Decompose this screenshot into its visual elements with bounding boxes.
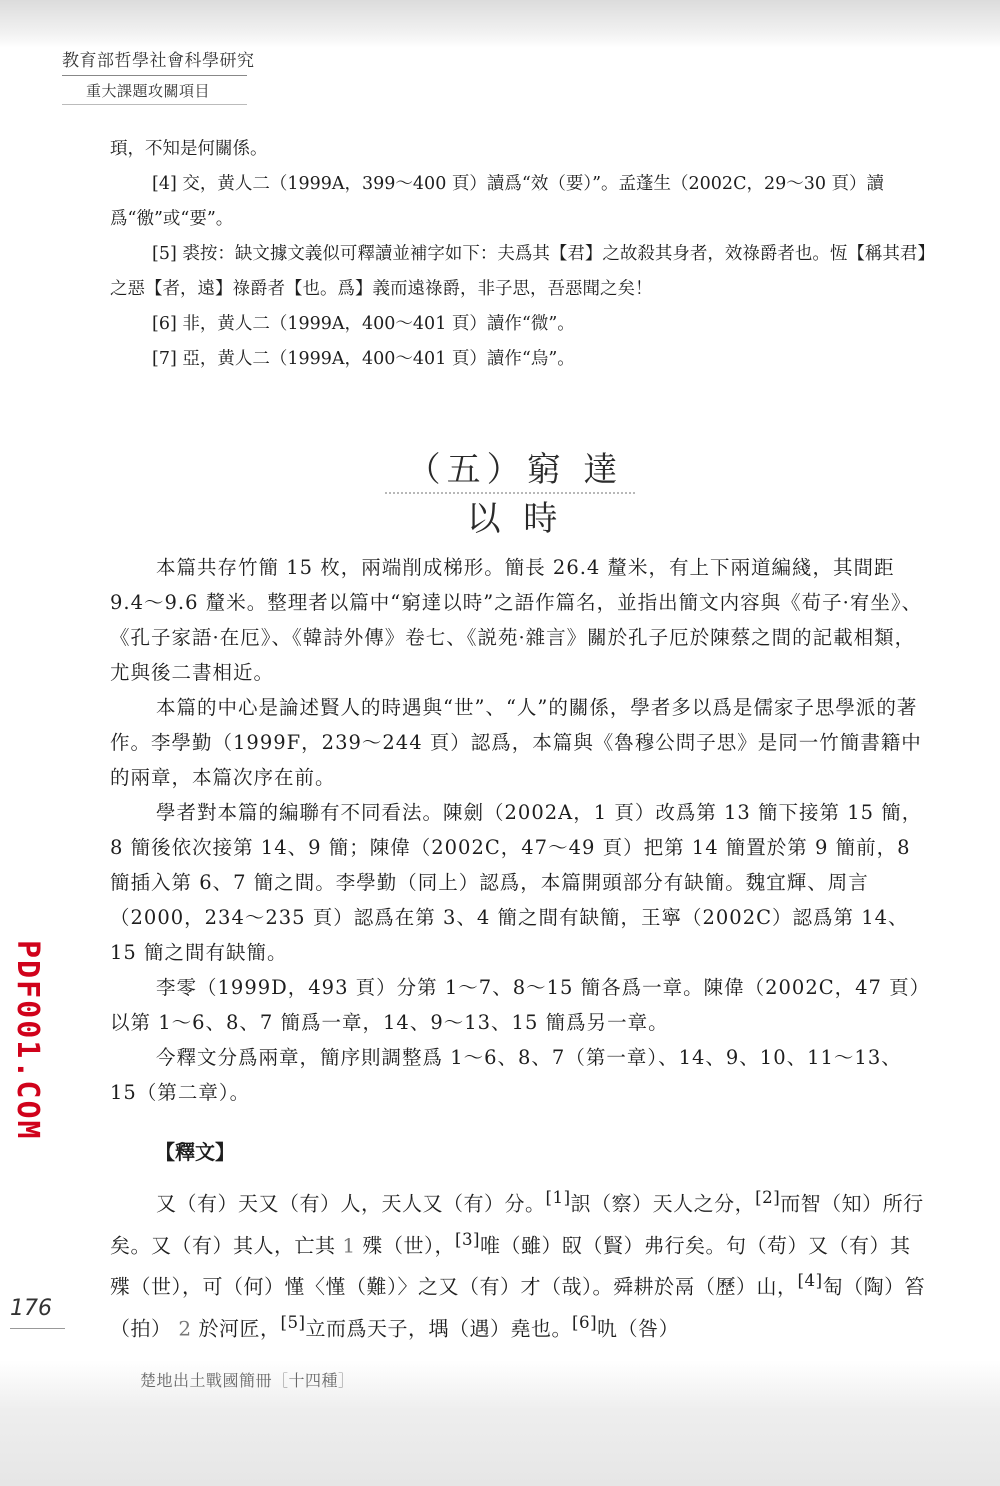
slip-number: 2 (178, 1316, 192, 1341)
footer-bracket: ［ (272, 1371, 289, 1390)
intro-body (110, 550, 925, 1110)
note-marker: [6] (572, 1312, 598, 1332)
transcription-heading: 【釋文】 (155, 1140, 235, 1164)
note-5: [5] 裘按：缺文據文義似可釋讀並補字如下：夫爲其【君】之故殺其身者，效祿爵者也。恆【稱其君】之惡【者，遠】祿爵者【也。爲】義而遠祿爵，非子思，吾惡聞之矣！ (110, 244, 927, 299)
header-line-2: 重大課題攻關項目 (86, 82, 211, 100)
header-line-1: 教育部哲學社會科學研究 (62, 51, 255, 71)
section-title: （五）窮 達 以 時 (406, 450, 624, 539)
footer-subtitle: 十四種 (288, 1371, 339, 1390)
running-footer (140, 1368, 355, 1391)
note-continuation: 頊，不知是何關係。 (110, 139, 268, 159)
text-run: 㕤（咎） (597, 1316, 680, 1341)
paragraph: 本篇的中心是論述賢人的時遇與“世”、“人”的關係，學者多以爲是儒家子思學派的著作。李學勤（1999F，239～244 頁）認爲，本篇與《魯穆公問子思》是同一竹簡書籍中的兩章，本篇次序在前。 (110, 696, 922, 789)
header-rule (62, 75, 247, 76)
footer-bracket: ］ (338, 1371, 355, 1390)
paragraph: 本篇共存竹簡 15 枚，兩端削成梯形。簡長 26.4 釐米，有上下兩道編綫，其間距 9.4～9.6 釐米。整理者以篇中“窮達以時”之語作篇名，並指出簡文内容與《荀子·宥坐》、《孔子家語·在厄》、《韓詩外傳》卷七、《説苑·雜言》關於孔子厄於陳蔡之間的記載相類，尤與後二書相近。 (110, 556, 923, 684)
paragraph: 學者對本篇的編聯有不同看法。陳劍（2002A，1 頁）改爲第 13 簡下接第 15 簡，8 簡後依次接第 14、9 簡；陳偉（2002C，47～49 頁）把第 14 簡置於第 9 簡前，8 簡插入第 6、7 簡之間。李學勤（同上）認爲，本篇開頭部分有缺簡。魏宜輝、周言（2000，234～235 頁）認爲在第 3、4 簡之間有缺簡，王寧（2002C）認爲第 14、15 簡之間有缺簡。 (110, 801, 923, 964)
text-run: 䛊（察）天人之分， (570, 1191, 756, 1216)
note-7: [7] 亞，黄人二（1999A，400～401 頁）讀作“烏”。 (152, 349, 575, 369)
footnotes-block (110, 132, 930, 377)
note-4: [4] 交，黄人二（1999A，399～400 頁）讀爲“效（要）”。孟蓬生（2002C，29～30 頁）讀爲“徼”或“要”。 (110, 174, 885, 229)
text-run: 而智（知）所行矣。又（有）其人，亡其 (110, 1191, 924, 1258)
transcription-paragraph (110, 1180, 930, 1347)
text-run: 匋（陶）笞（拍） (110, 1274, 926, 1341)
text-run: 立而爲天子，堣（遇）堯也。 (305, 1316, 573, 1341)
title-underline (385, 492, 635, 494)
header-rule-2 (62, 104, 247, 105)
paragraph: 李零（1999D，493 頁）分第 1～7、8～15 簡各爲一章。陳偉（2002C，47 頁）以第 1～6、8、7 簡爲一章，14、9～13、15 簡爲另一章。 (110, 976, 921, 1034)
footer-title: 楚地出土戰國簡冊 (140, 1371, 273, 1390)
note-marker: [5] (280, 1312, 306, 1332)
note-marker: [2] (755, 1188, 781, 1207)
text-run: 於河匠， (198, 1316, 281, 1341)
page-number-rule (10, 1328, 65, 1329)
note-marker: [3] (454, 1229, 481, 1249)
transcription-text (110, 1180, 930, 1347)
note-6: [6] 非，黄人二（1999A，400～401 頁）讀作“微”。 (152, 314, 575, 334)
watermark-text: PDF001.COM (10, 940, 45, 1141)
paragraph: 今釋文分爲兩章，簡序則調整爲 1～6、8、7（第一章）、14、9、10、11～13、15（第二章）。 (110, 1046, 902, 1104)
page-number: 176 (10, 1296, 52, 1321)
top-shadow-band (0, 0, 1000, 48)
text-run: 唯（雖）臤（賢）弗行矣。句（苟）又（有）其殜（世），可（何）慬〈慬（難）〉之又（有）才（哉）。舜耕於鬲（歷）山， (110, 1233, 911, 1299)
slip-number: 1 (342, 1233, 356, 1258)
note-marker: [1] (545, 1188, 571, 1207)
running-header (62, 46, 262, 105)
note-marker: [4] (797, 1271, 823, 1291)
text-run: 殜（世）， (362, 1233, 455, 1258)
text-run: 又（有）天又（有）人，天人又（有）分。 (156, 1191, 546, 1216)
